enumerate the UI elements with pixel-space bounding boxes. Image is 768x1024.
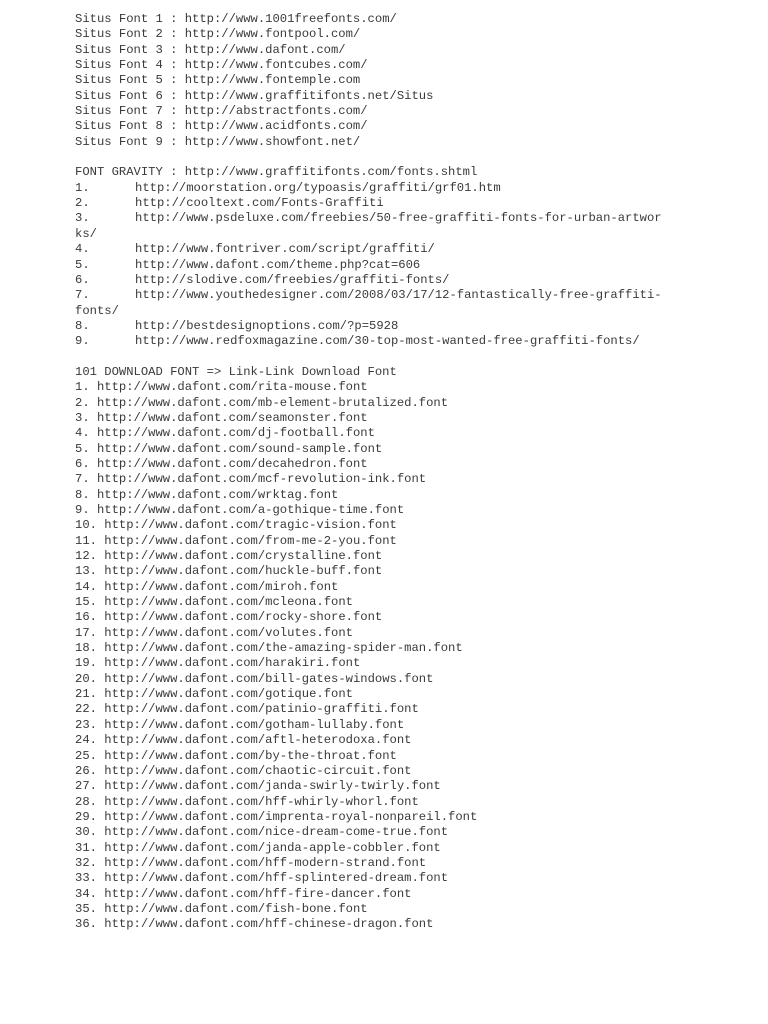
situs-font-line: Situs Font 7 : http://abstractfonts.com/ [75,104,368,119]
situs-font-label: Situs Font 3 [75,42,163,57]
gravity-item [75,211,715,226]
download-font-item [75,610,715,625]
situs-font-label: Situs Font 6 [75,88,163,103]
download-font-link[interactable]: http://www.dafont.com/wrktag.font [96,487,339,502]
situs-font-line: Situs Font 4 : http://www.fontcubes.com/ [75,58,368,73]
download-font-link[interactable]: http://www.dafont.com/imprenta-royal-nonpareil.font [104,809,478,824]
gravity-item [75,288,715,303]
situs-font-link[interactable]: http://www.fontcubes.com/ [184,58,368,73]
download-font-item [75,718,715,733]
download-font-item [75,841,715,856]
gravity-item-number: 5. [75,257,90,272]
download-font-link[interactable]: http://www.dafont.com/miroh.font [104,579,339,594]
situs-font-label: Situs Font 8 [75,119,163,134]
gravity-item [75,242,715,257]
download-font-item [75,687,715,702]
download-font-number: 2. [75,395,90,410]
download-font-number: 3. [75,410,90,425]
gravity-item-number: 1. [75,180,90,195]
download-font-item [75,733,715,748]
download-font-number: 29. [75,809,97,824]
download-font-number: 10. [75,518,97,533]
download-font-item [75,856,715,871]
download-font-link[interactable]: http://www.dafont.com/huckle-buff.font [104,564,383,579]
download-font-number: 18. [75,641,97,656]
situs-font-label: Situs Font 7 [75,104,163,119]
download-font-link[interactable]: http://www.dafont.com/hff-chinese-dragon.font [104,917,434,932]
situs-font-list [75,12,715,150]
download-font-item [75,626,715,641]
download-font-link[interactable]: http://www.dafont.com/hff-modern-strand.font [104,855,427,870]
download-font-link[interactable]: http://www.dafont.com/aftl-heterodoxa.font [104,733,412,748]
download-font-link[interactable]: http://www.dafont.com/crystalline.font [104,549,383,564]
download-font-link[interactable]: http://www.dafont.com/janda-swirly-twirly.font [104,779,441,794]
font-gravity-heading: FONT GRAVITY : http://www.graffitifonts.com/fonts.shtml [75,165,478,180]
download-font-number: 19. [75,656,97,671]
download-font-number: 30. [75,825,97,840]
download-font-number: 7. [75,472,90,487]
situs-font-label: Situs Font 2 [75,27,163,42]
download-font-item [75,426,715,441]
download-font-link[interactable]: http://www.dafont.com/harakiri.font [104,656,361,671]
situs-font-label: Situs Font 4 [75,58,163,73]
download-font-number: 16. [75,610,97,625]
download-font-item [75,503,715,518]
download-font-item [75,795,715,810]
situs-font-link[interactable]: http://www.graffitifonts.net/Situs [184,88,434,103]
download-font-number: 27. [75,779,97,794]
situs-font-label: Situs Font 1 [75,12,163,26]
download-font-item [75,472,715,487]
download-font-link[interactable]: http://www.dafont.com/gotique.font [104,687,353,702]
gravity-item [75,319,715,334]
download-font-link[interactable]: http://www.dafont.com/by-the-throat.font [104,748,397,763]
blank-line [75,150,715,165]
gravity-item-link[interactable]: http://cooltext.com/Fonts-Graffiti [135,196,384,211]
font-gravity-title: FONT GRAVITY [75,165,163,180]
gravity-item-number: 6. [75,272,90,287]
download-font-link[interactable]: http://www.dafont.com/from-me-2-you.font [104,533,397,548]
download-font-number: 8. [75,487,90,502]
download-font-link[interactable]: http://www.dafont.com/rocky-shore.font [104,610,383,625]
situs-font-line: Situs Font 3 : http://www.dafont.com/ [75,42,346,57]
gravity-item [75,196,715,211]
gravity-item-number: 3. [75,211,90,226]
download-font-item [75,887,715,902]
gravity-item-number: 2. [75,196,90,211]
situs-font-link[interactable]: http://www.showfont.net/ [184,134,361,149]
document-page [75,12,715,933]
download-font-link[interactable]: http://www.dafont.com/patinio-graffiti.font [104,702,419,717]
download-font-heading: 101 DOWNLOAD FONT => Link-Link Download Font [75,364,397,379]
download-font-number: 1. [75,380,90,395]
download-font-number: 13. [75,564,97,579]
download-font-link[interactable]: http://www.dafont.com/the-amazing-spider-man.font [104,641,463,656]
download-font-link[interactable]: http://www.dafont.com/decahedron.font [96,456,368,471]
download-font-item [75,749,715,764]
download-font-number: 31. [75,840,97,855]
download-font-number: 33. [75,871,97,886]
download-font-link[interactable]: http://www.dafont.com/a-gothique-time.font [96,503,405,517]
gravity-item-link[interactable]: http://www.psdeluxe.com/freebies/50-free-graffiti-fonts-for-urban-artwor [135,211,662,226]
download-font-number: 24. [75,733,97,748]
gravity-item-link[interactable]: http://slodive.com/freebies/graffiti-fonts/ [135,272,450,287]
download-font-link[interactable]: http://www.dafont.com/mcf-revolution-ink.font [96,472,427,487]
download-font-item [75,656,715,671]
gravity-item-link[interactable]: http://www.fontriver.com/script/graffiti/ [135,242,435,257]
font-gravity-section [75,165,715,349]
situs-font-line: Situs Font 8 : http://www.acidfonts.com/ [75,119,368,134]
download-font-item [75,641,715,656]
gravity-item-link[interactable]: http://www.redfoxmagazine.com/30-top-most-wanted-free-graffiti-fonts/ [135,334,640,349]
situs-font-line: Situs Font 1 : http://www.1001freefonts.com/ [75,12,397,26]
download-font-link[interactable]: http://www.dafont.com/chaotic-circuit.font [104,763,412,778]
download-font-item [75,396,715,411]
download-font-number: 20. [75,671,97,686]
download-font-list [75,380,715,932]
download-font-number: 6. [75,456,90,471]
download-font-item [75,702,715,717]
download-font-item [75,595,715,610]
gravity-item-number: 9. [75,334,90,349]
situs-font-link[interactable]: http://www.1001freefonts.com/ [184,12,397,26]
download-font-number: 5. [75,441,90,456]
download-font-link[interactable]: http://www.dafont.com/fish-bone.font [104,901,368,916]
gravity-item [75,181,715,196]
download-font-item [75,764,715,779]
download-font-item [75,442,715,457]
download-font-item [75,810,715,825]
download-font-item [75,871,715,886]
download-font-number: 12. [75,549,97,564]
download-font-item [75,917,715,932]
download-font-item [75,380,715,395]
font-gravity-link[interactable]: http://www.graffitifonts.com/fonts.shtml [184,165,478,180]
gravity-item-number: 7. [75,288,90,303]
situs-font-line: Situs Font 5 : http://www.fontemple.com [75,73,361,88]
download-font-link[interactable]: http://www.dafont.com/hff-fire-dancer.font [104,886,412,901]
download-font-item [75,457,715,472]
download-font-item [75,549,715,564]
download-font-item [75,518,715,533]
download-font-number: 14. [75,579,97,594]
situs-font-link[interactable]: http://abstractfonts.com/ [184,104,368,119]
download-font-section [75,365,715,933]
download-font-item [75,672,715,687]
download-font-link[interactable]: http://www.dafont.com/nice-dream-come-true.font [104,825,449,840]
situs-font-line: Situs Font 6 : http://www.graffitifonts.net/Situs [75,88,434,103]
download-font-number: 15. [75,595,97,610]
gravity-item-link[interactable]: http://www.youthedesigner.com/2008/03/17/12-fantastically-free-graffiti- [135,288,662,303]
download-font-number: 11. [75,533,97,548]
download-font-item [75,825,715,840]
situs-font-line: Situs Font 2 : http://www.fontpool.com/ [75,27,361,42]
gravity-item [75,258,715,273]
gravity-item-link[interactable]: http://bestdesignoptions.com/?p=5928 [135,318,399,333]
situs-font-label: Situs Font 9 [75,134,163,149]
situs-font-label: Situs Font 5 [75,73,163,88]
download-font-number: 4. [75,426,90,441]
gravity-item-continuation [75,304,715,319]
download-font-number: 9. [75,503,90,517]
gravity-item-number: 4. [75,242,90,257]
gravity-item [75,334,715,349]
download-font-link[interactable]: http://www.dafont.com/mcleona.font [104,595,353,610]
download-font-link[interactable]: http://www.dafont.com/tragic-vision.font [104,518,397,533]
download-font-number: 35. [75,901,97,916]
download-font-number: 17. [75,625,97,640]
download-font-link[interactable]: http://www.dafont.com/sound-sample.font [96,441,383,456]
gravity-item-number: 8. [75,318,90,333]
download-font-link[interactable]: http://www.dafont.com/janda-apple-cobbler.font [104,840,441,855]
gravity-item-link-continuation[interactable]: ks/ [75,226,97,241]
download-font-number: 22. [75,702,97,717]
download-font-number: 21. [75,687,97,702]
download-font-link[interactable]: http://www.dafont.com/mb-element-brutalized.font [96,395,449,410]
situs-font-link[interactable]: http://www.fontpool.com/ [184,27,361,42]
situs-font-link[interactable]: http://www.dafont.com/ [184,42,346,57]
download-font-number: 36. [75,917,97,932]
download-font-number: 32. [75,855,97,870]
download-font-number: 25. [75,748,97,763]
gravity-item [75,273,715,288]
download-font-item [75,779,715,794]
gravity-item-continuation [75,227,715,242]
download-font-link[interactable]: http://www.dafont.com/dj-football.font [96,426,375,441]
download-font-item [75,534,715,549]
gravity-item-link[interactable]: http://www.dafont.com/theme.php?cat=606 [135,257,421,272]
gravity-item-link[interactable]: http://moorstation.org/typoasis/graffiti/grf01.htm [135,180,501,195]
download-font-item [75,902,715,917]
blank-line [75,350,715,365]
situs-font-link[interactable]: http://www.acidfonts.com/ [184,119,368,134]
download-font-number: 26. [75,763,97,778]
download-font-link[interactable]: http://www.dafont.com/hff-whirly-whorl.font [104,794,419,809]
download-font-link[interactable]: http://www.dafont.com/bill-gates-windows.font [104,671,434,686]
download-font-link[interactable]: http://www.dafont.com/rita-mouse.font [96,380,368,395]
download-font-link[interactable]: http://www.dafont.com/gotham-lullaby.font [104,717,405,732]
download-font-number: 34. [75,886,97,901]
download-font-item [75,564,715,579]
download-font-link[interactable]: http://www.dafont.com/seamonster.font [96,410,368,425]
download-font-number: 28. [75,794,97,809]
download-font-link[interactable]: http://www.dafont.com/volutes.font [104,625,353,640]
gravity-item-link-continuation[interactable]: fonts/ [75,303,119,318]
download-font-item [75,580,715,595]
download-font-item [75,488,715,503]
download-font-number: 23. [75,717,97,732]
situs-font-link[interactable]: http://www.fontemple.com [184,73,361,88]
download-font-item [75,411,715,426]
situs-font-line: Situs Font 9 : http://www.showfont.net/ [75,134,361,149]
download-font-link[interactable]: http://www.dafont.com/hff-splintered-dream.font [104,871,449,886]
